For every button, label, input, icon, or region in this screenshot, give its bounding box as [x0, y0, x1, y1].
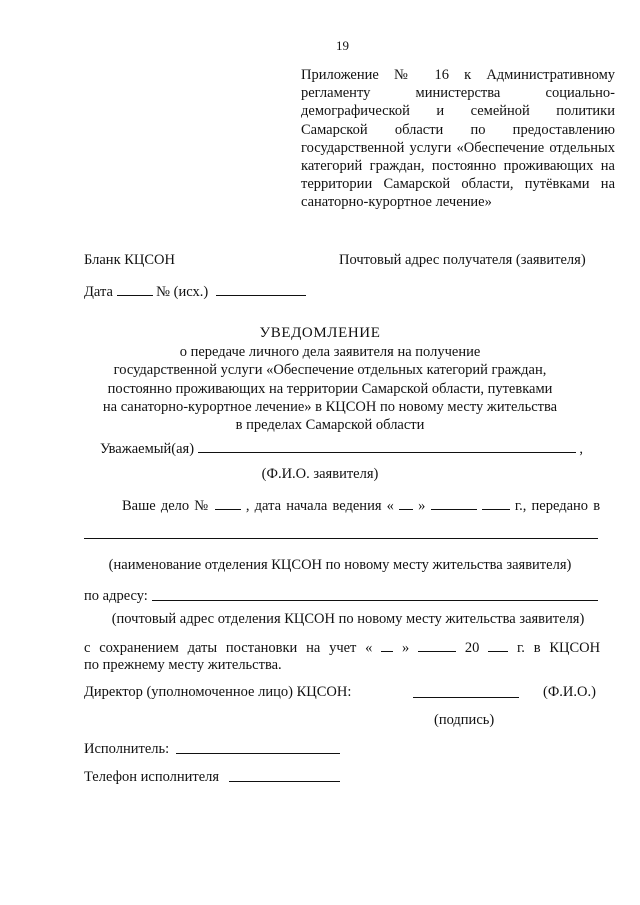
document-title: УВЕДОМЛЕНИЕ [259, 325, 381, 341]
keep-quote-close: » [402, 640, 410, 656]
signature-hint: (подпись) [434, 712, 495, 728]
subtitle-line: о передаче личного дела заявителя на получение [179, 344, 481, 360]
case-day-blank [399, 497, 413, 510]
dear-label: Уважаемый(ая) [100, 441, 195, 457]
executor-phone-line [229, 781, 340, 782]
subtitle-line: постоянно проживающих на территории Самарской области, путевками [107, 380, 553, 397]
case-number-blank [215, 497, 241, 510]
address-label: по адресу: [84, 588, 148, 604]
dear-name-blank [198, 440, 576, 453]
subtitle-line: в пределах Самарской области [235, 417, 425, 434]
case-quote-close: » [418, 498, 426, 514]
number-blank [216, 283, 306, 296]
case-month-blank [431, 497, 477, 510]
executor-label: Исполнитель: [84, 741, 170, 757]
dear-row [100, 440, 583, 458]
case-number-label: Ваше дело № [122, 498, 210, 514]
keep-line-2: по прежнему месту жительства. [84, 657, 282, 673]
document-subtitle [60, 343, 600, 434]
keep-row [84, 639, 600, 657]
subtitle-line: на санаторно-курортное лечение» в КЦСОН по новому месту жительства [102, 398, 558, 415]
date-label: Дата [84, 284, 113, 300]
case-transferred-label: г., передано в [514, 498, 601, 514]
branch-name-line [84, 538, 598, 539]
case-date-label: , дата начала ведения « [245, 498, 394, 514]
signature-line [413, 697, 519, 698]
date-blank [117, 283, 153, 296]
page-number: 19 [336, 38, 349, 53]
case-row [122, 497, 600, 515]
dear-comma: , [579, 441, 583, 457]
keep-century: 20 [464, 640, 480, 656]
fio-hint: (Ф.И.О. заявителя) [261, 466, 379, 482]
keep-month-blank [418, 639, 456, 652]
number-label: № (исх.) [156, 284, 209, 300]
case-year-blank [482, 497, 510, 510]
keep-kcson: г. в КЦСОН [516, 640, 601, 656]
director-fio: (Ф.И.О.) [543, 684, 596, 700]
postal-address-label: Почтовый адрес получателя (заявителя) [339, 252, 586, 268]
address-line [152, 600, 598, 601]
date-row [84, 283, 306, 301]
keep-day-blank [381, 639, 393, 652]
annex-note: Приложение № 16 к Административному регламенту министерства социально-демографической и семейной политики Самарской области по предоставлению государственной услуги «Обеспечение отдельных категорий граждан, постоянно проживающих на территории Самарской области, путёвками на санаторно-курортное лечение» [301, 67, 615, 211]
address-hint: (почтовый адрес отделения КЦСОН по новому месту жительства заявителя) [111, 611, 585, 627]
branch-hint: (наименование отделения КЦСОН по новому месту жительства заявителя) [108, 557, 572, 573]
blank-label: Бланк КЦСОН [84, 252, 175, 268]
executor-phone-label: Телефон исполнителя [84, 769, 220, 785]
executor-line [176, 753, 340, 754]
director-label: Директор (уполномоченное лицо) КЦСОН: [84, 684, 352, 700]
keep-year-blank [488, 639, 508, 652]
subtitle-line: государственной услуги «Обеспечение отдельных категорий граждан, [113, 362, 547, 379]
keep-text: с сохранением даты постановки на учет « [84, 640, 373, 656]
